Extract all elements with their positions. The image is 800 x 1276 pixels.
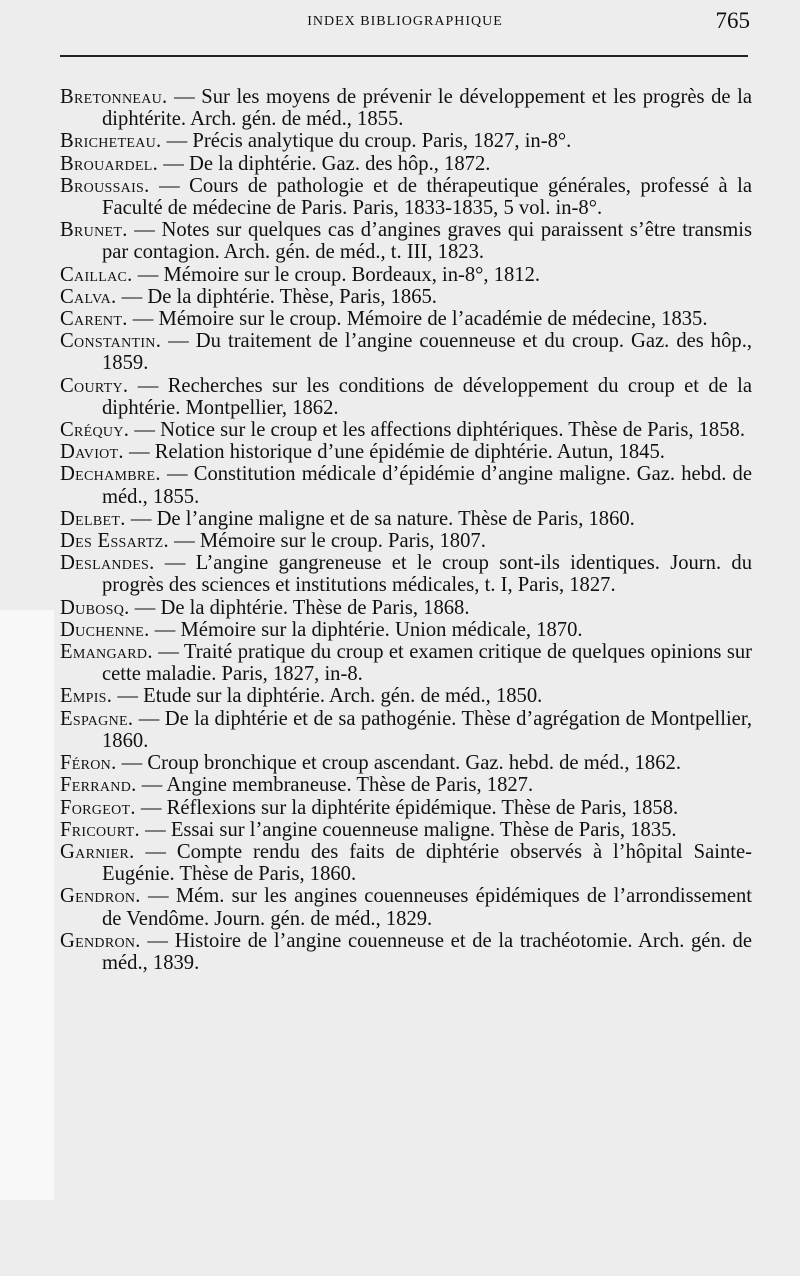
entry-author: Courty. (60, 374, 129, 397)
entry-author: Brouardel. (60, 152, 159, 175)
bibliography-entry (60, 330, 752, 374)
entry-author: Deslandes. (60, 552, 155, 575)
entry-author: Gendron. (60, 885, 141, 908)
entry-text: — De la diphtérie. Gaz. des hôp., 1872. (158, 152, 491, 175)
entry-author: Des Essartz. (60, 530, 169, 553)
entry-text: — Mém. sur les angines couenneuses épidémiques de l’arrondissement de Vendôme. Journ. gén. de méd., 1829. (102, 885, 752, 930)
entry-author: Féron. (60, 752, 117, 775)
bibliography-entry (60, 930, 752, 974)
entry-author: Calva. (60, 285, 117, 308)
entry-author: Emangard. (60, 641, 153, 664)
entry-author: Bretonneau. (60, 86, 168, 108)
bibliography-entry (60, 508, 752, 530)
entry-author: Brunet. (60, 219, 128, 242)
entry-text: — Essai sur l’angine couenneuse maligne. Thèse de Paris, 1835. (139, 818, 677, 841)
bibliography-entry (60, 153, 752, 175)
entry-text: — Mémoire sur le croup. Mémoire de l’académie de médecine, 1835. (127, 308, 708, 331)
bibliography-entry (60, 619, 752, 641)
bibliography-entry (60, 530, 752, 552)
bibliography-entry (60, 264, 752, 286)
bibliography-entry (60, 419, 752, 441)
entry-text: — Recherches sur les conditions de développement du croup et de la diphtérie. Montpellier, 1862. (102, 374, 752, 419)
page-edge-shadow (0, 610, 54, 1200)
bibliography-entry (60, 86, 752, 130)
bibliography-entry (60, 441, 752, 463)
entry-text: — Constitution médicale d’épidémie d’angine maligne. Gaz. hebd. de méd., 1855. (102, 463, 752, 508)
entry-author: Delbet. (60, 507, 126, 530)
bibliography-entry (60, 685, 752, 707)
page-header (60, 8, 750, 38)
entry-author: Broussais. (60, 174, 150, 197)
page-number: 765 (715, 8, 750, 33)
entry-author: Espagne. (60, 707, 134, 730)
bibliography-list (60, 86, 752, 974)
entry-author: Duchenne. (60, 618, 150, 641)
entry-text: — Traité pratique du croup et examen critique de quelques opinions sur cette maladie. Paris, 1827, in-8. (102, 641, 752, 686)
bibliography-entry (60, 708, 752, 752)
entry-text: — Angine membraneuse. Thèse de Paris, 1827. (136, 774, 534, 797)
entry-text: — Réflexions sur la diphtérite épidémique. Thèse de Paris, 1858. (135, 796, 679, 819)
entry-text: — De l’angine maligne et de sa nature. Thèse de Paris, 1860. (125, 507, 635, 530)
entry-text: — Précis analytique du croup. Paris, 1827, in-8°. (161, 130, 572, 153)
entry-author: Dechambre. (60, 463, 161, 486)
bibliography-entry (60, 819, 752, 841)
entry-text: — Cours de pathologie et de thérapeutique générales, professé à la Faculté de médecine de Paris. Paris, 1833-1835, 5 vol. in-8°. (102, 174, 752, 220)
bibliography-entry (60, 130, 752, 152)
entry-text: — Mémoire sur le croup. Paris, 1807. (168, 530, 486, 553)
entry-author: Caillac. (60, 263, 133, 286)
bibliography-entry (60, 752, 752, 774)
entry-text: — Sur les moyens de prévenir le développement et les progrès de la diphtérite. Arch. gén. de méd., 1855. (102, 86, 752, 131)
entry-author: Fricourt. (60, 818, 140, 841)
bibliography-entry (60, 797, 752, 819)
entry-author: Gendron. (60, 929, 141, 952)
bibliography-entry (60, 463, 752, 507)
entry-text: — L’angine gangreneuse et le croup sont-ils identiques. Journ. du progrès des sciences et institutions médicales, t. I, Paris, 1827. (102, 552, 752, 597)
entry-author: Empis. (60, 685, 113, 708)
entry-author: Dubosq. (60, 596, 130, 619)
bibliography-entry (60, 175, 752, 219)
entry-text: — Mémoire sur la diphtérie. Union médicale, 1870. (149, 618, 583, 641)
bibliography-entry (60, 774, 752, 796)
bibliography-entry (60, 641, 752, 685)
entry-text: — De la diphtérie et de sa pathogénie. Thèse d’agrégation de Montpellier, 1860. (102, 707, 752, 752)
entry-text: — Mémoire sur le croup. Bordeaux, in-8°, 1812. (132, 263, 541, 286)
entry-author: Carent. (60, 308, 128, 331)
entry-text: — Croup bronchique et croup ascendant. Gaz. hebd. de méd., 1862. (116, 752, 681, 775)
entry-author: Daviot. (60, 441, 124, 464)
entry-author: Constantin. (60, 330, 162, 353)
bibliography-entry (60, 308, 752, 330)
entry-text: — Notice sur le croup et les affections diphtériques. Thèse de Paris, 1858. (129, 419, 745, 442)
header-rule (60, 55, 748, 57)
entry-author: Ferrand. (60, 774, 137, 797)
entry-text: — Etude sur la diphtérie. Arch. gén. de méd., 1850. (112, 685, 543, 708)
bibliography-entry (60, 885, 752, 929)
entry-text: — De la diphtérie. Thèse, Paris, 1865. (116, 285, 437, 308)
bibliography-entry (60, 552, 752, 596)
entry-author: Bricheteau. (60, 130, 162, 153)
entry-text: — Histoire de l’angine couenneuse et de la trachéotomie. Arch. gén. de méd., 1839. (102, 929, 752, 974)
entry-author: Forgeot. (60, 796, 136, 819)
entry-author: Garnier. (60, 840, 135, 863)
entry-author: Créquy. (60, 419, 130, 442)
bibliography-entry (60, 375, 752, 419)
running-title: INDEX BIBLIOGRAPHIQUE (307, 14, 503, 29)
bibliography-entry (60, 219, 752, 263)
bibliography-entry (60, 286, 752, 308)
entry-text: — Compte rendu des faits de diphtérie observés à l’hôpital Sainte-Eugénie. Thèse de Paris, 1860. (102, 840, 752, 886)
bibliography-entry (60, 597, 752, 619)
entry-text: — Du traitement de l’angine couenneuse et du croup. Gaz. des hôp., 1859. (102, 330, 752, 375)
entry-text: — Relation historique d’une épidémie de diphtérie. Autun, 1845. (123, 441, 665, 464)
bibliography-entry (60, 841, 752, 885)
entry-text: — De la diphtérie. Thèse de Paris, 1868. (129, 596, 470, 619)
entry-text: — Notes sur quelques cas d’angines graves qui paraissent s’être transmis par contagion. Arch. gén. de méd., t. III, 1823. (102, 219, 752, 264)
